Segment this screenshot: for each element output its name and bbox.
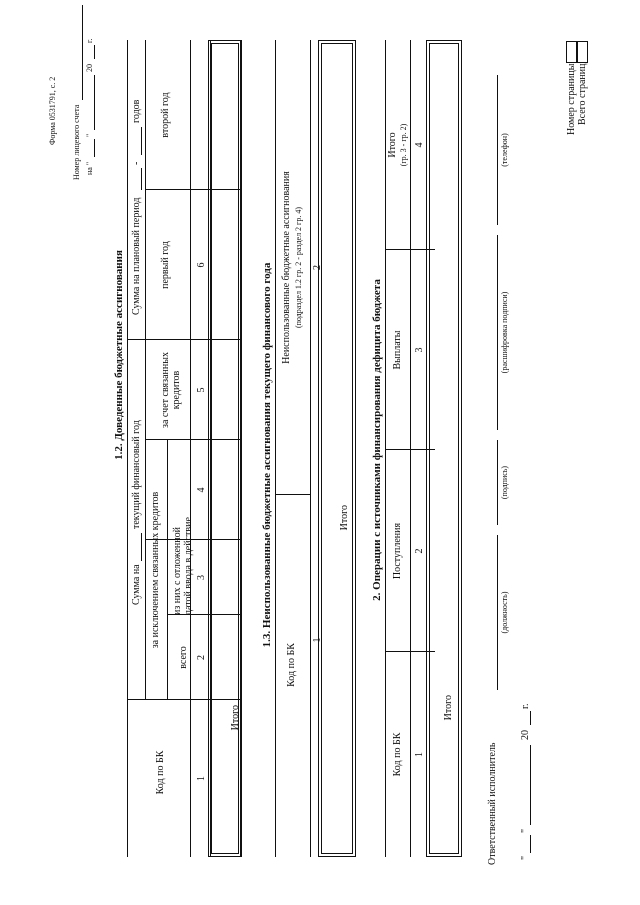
header-year-line xyxy=(94,45,95,59)
s12-col-code: Код по БК xyxy=(155,750,166,795)
s13-num-1: 1 xyxy=(312,637,323,643)
footer-quote-open: " xyxy=(520,855,531,860)
position-line xyxy=(497,535,498,690)
s2-col-total: Итого xyxy=(387,132,398,158)
s13-col-code: Код по БК xyxy=(286,643,297,687)
s2-total-row-box xyxy=(426,40,462,857)
account-number-line xyxy=(82,5,83,100)
total-pages-label: Всего страниц xyxy=(577,63,588,125)
s2-col-payments: Выплаты xyxy=(392,330,403,370)
phone-line xyxy=(497,75,498,225)
footer-year-line xyxy=(530,711,531,725)
s12-sub-second-year: второй год xyxy=(160,92,171,138)
s12-sub-total: всего xyxy=(178,646,189,669)
total-pages-box xyxy=(577,41,588,63)
footer-year-prefix: 20 xyxy=(520,730,531,740)
s12-top-border xyxy=(127,40,128,857)
s12-num-3: 3 xyxy=(196,575,207,580)
signature-line xyxy=(497,440,498,525)
header-date-quote: " xyxy=(85,133,94,137)
s12-total-row-box xyxy=(208,40,242,857)
s12-plan-year1-blank xyxy=(141,168,142,190)
s12-group-current-tail: текущий финансовый год xyxy=(131,420,142,529)
s13-total-label: Итого xyxy=(339,505,350,531)
s12-num-4: 4 xyxy=(196,487,207,493)
section-1-3-title: 1.3. Неиспользованные бюджетные ассигнования текущего финансового года xyxy=(261,262,273,648)
s12-header-bottom xyxy=(190,40,191,857)
s12-group-plan: Сумма на плановый период xyxy=(131,197,142,315)
s12-num-5: 5 xyxy=(196,387,207,393)
s12-year-blank xyxy=(141,533,142,561)
s12-sub-line xyxy=(167,440,168,700)
s13-header-bottom xyxy=(310,40,311,857)
s12-total-label: Итого xyxy=(230,705,241,731)
signature-caption: (подпись) xyxy=(500,465,509,500)
position-caption: (должность) xyxy=(500,591,509,634)
footer-quote-close: " xyxy=(520,828,531,833)
s12-group-plan-tail: годов xyxy=(131,99,142,123)
s12-group-plan-dash: - xyxy=(131,161,142,165)
s12-sub-credits-2: кредитов xyxy=(171,370,182,410)
section-1-2-title: 1.2. Доведенные бюджетные ассигнования xyxy=(113,250,125,460)
s13-col-unused-formula: (подраздел 1.2 гр. 2 - раздел 2 гр. 4) xyxy=(294,206,303,329)
s13-col-unused: Неиспользованные бюджетные ассигнования xyxy=(281,171,292,364)
page-number-box xyxy=(566,41,577,63)
s12-sub-deferred-2: датой ввода в действие xyxy=(183,517,194,615)
s12-plan-year2-blank xyxy=(141,127,142,155)
s2-col-income: Поступления xyxy=(392,522,403,580)
s2-col-total-formula: (гр. 3 - гр. 2) xyxy=(399,123,408,167)
s12-num-1: 1 xyxy=(196,776,207,781)
s2-col-code: Код по БК xyxy=(392,732,403,777)
s12-sub-excl: за исключением связанных кредитов xyxy=(150,491,161,649)
footer-year-suffix: г. xyxy=(520,703,531,709)
s12-sub-deferred-1: из них с отложенной xyxy=(172,527,183,615)
s12-sub-first-year: первый год xyxy=(160,241,171,289)
header-date-prefix: на " xyxy=(85,161,94,175)
s13-total-row-box xyxy=(318,40,356,857)
header-month-line xyxy=(94,75,95,130)
s2-num-3: 3 xyxy=(414,347,425,353)
form-code: Форма 0531791, с. 2 xyxy=(48,76,57,145)
s12-num-2: 2 xyxy=(196,655,207,660)
s13-num-2: 2 xyxy=(312,265,323,270)
decoding-caption: (расшифровка подписи) xyxy=(500,291,509,374)
responsible-label: Ответственный исполнитель xyxy=(487,742,498,865)
decoding-line xyxy=(497,235,498,430)
account-label: Номер лицевого счета xyxy=(72,104,81,180)
section-2-title: 2. Операции с источниками финансирования дефицита бюджета xyxy=(371,279,383,601)
s2-num-2: 2 xyxy=(414,548,425,554)
footer-month-line xyxy=(530,745,531,825)
s12-num-6: 6 xyxy=(196,262,207,268)
page-number-label: Номер страницы xyxy=(566,63,577,135)
header-year-prefix: 20 xyxy=(85,64,94,72)
header-day-line xyxy=(94,139,95,157)
header-year-suffix: г. xyxy=(85,38,94,43)
s2-num-1: 1 xyxy=(414,752,425,757)
s12-group-current: Сумма на xyxy=(131,564,142,605)
s2-total-label: Итого xyxy=(443,695,454,721)
phone-caption: (телефон) xyxy=(500,133,509,167)
s13-top-border xyxy=(275,40,276,857)
footer-day-line xyxy=(530,835,531,853)
s2-num-4: 4 xyxy=(414,142,425,148)
s12-sub-credits-1: за счет связанных xyxy=(160,352,171,428)
s12-group-line xyxy=(145,40,146,700)
